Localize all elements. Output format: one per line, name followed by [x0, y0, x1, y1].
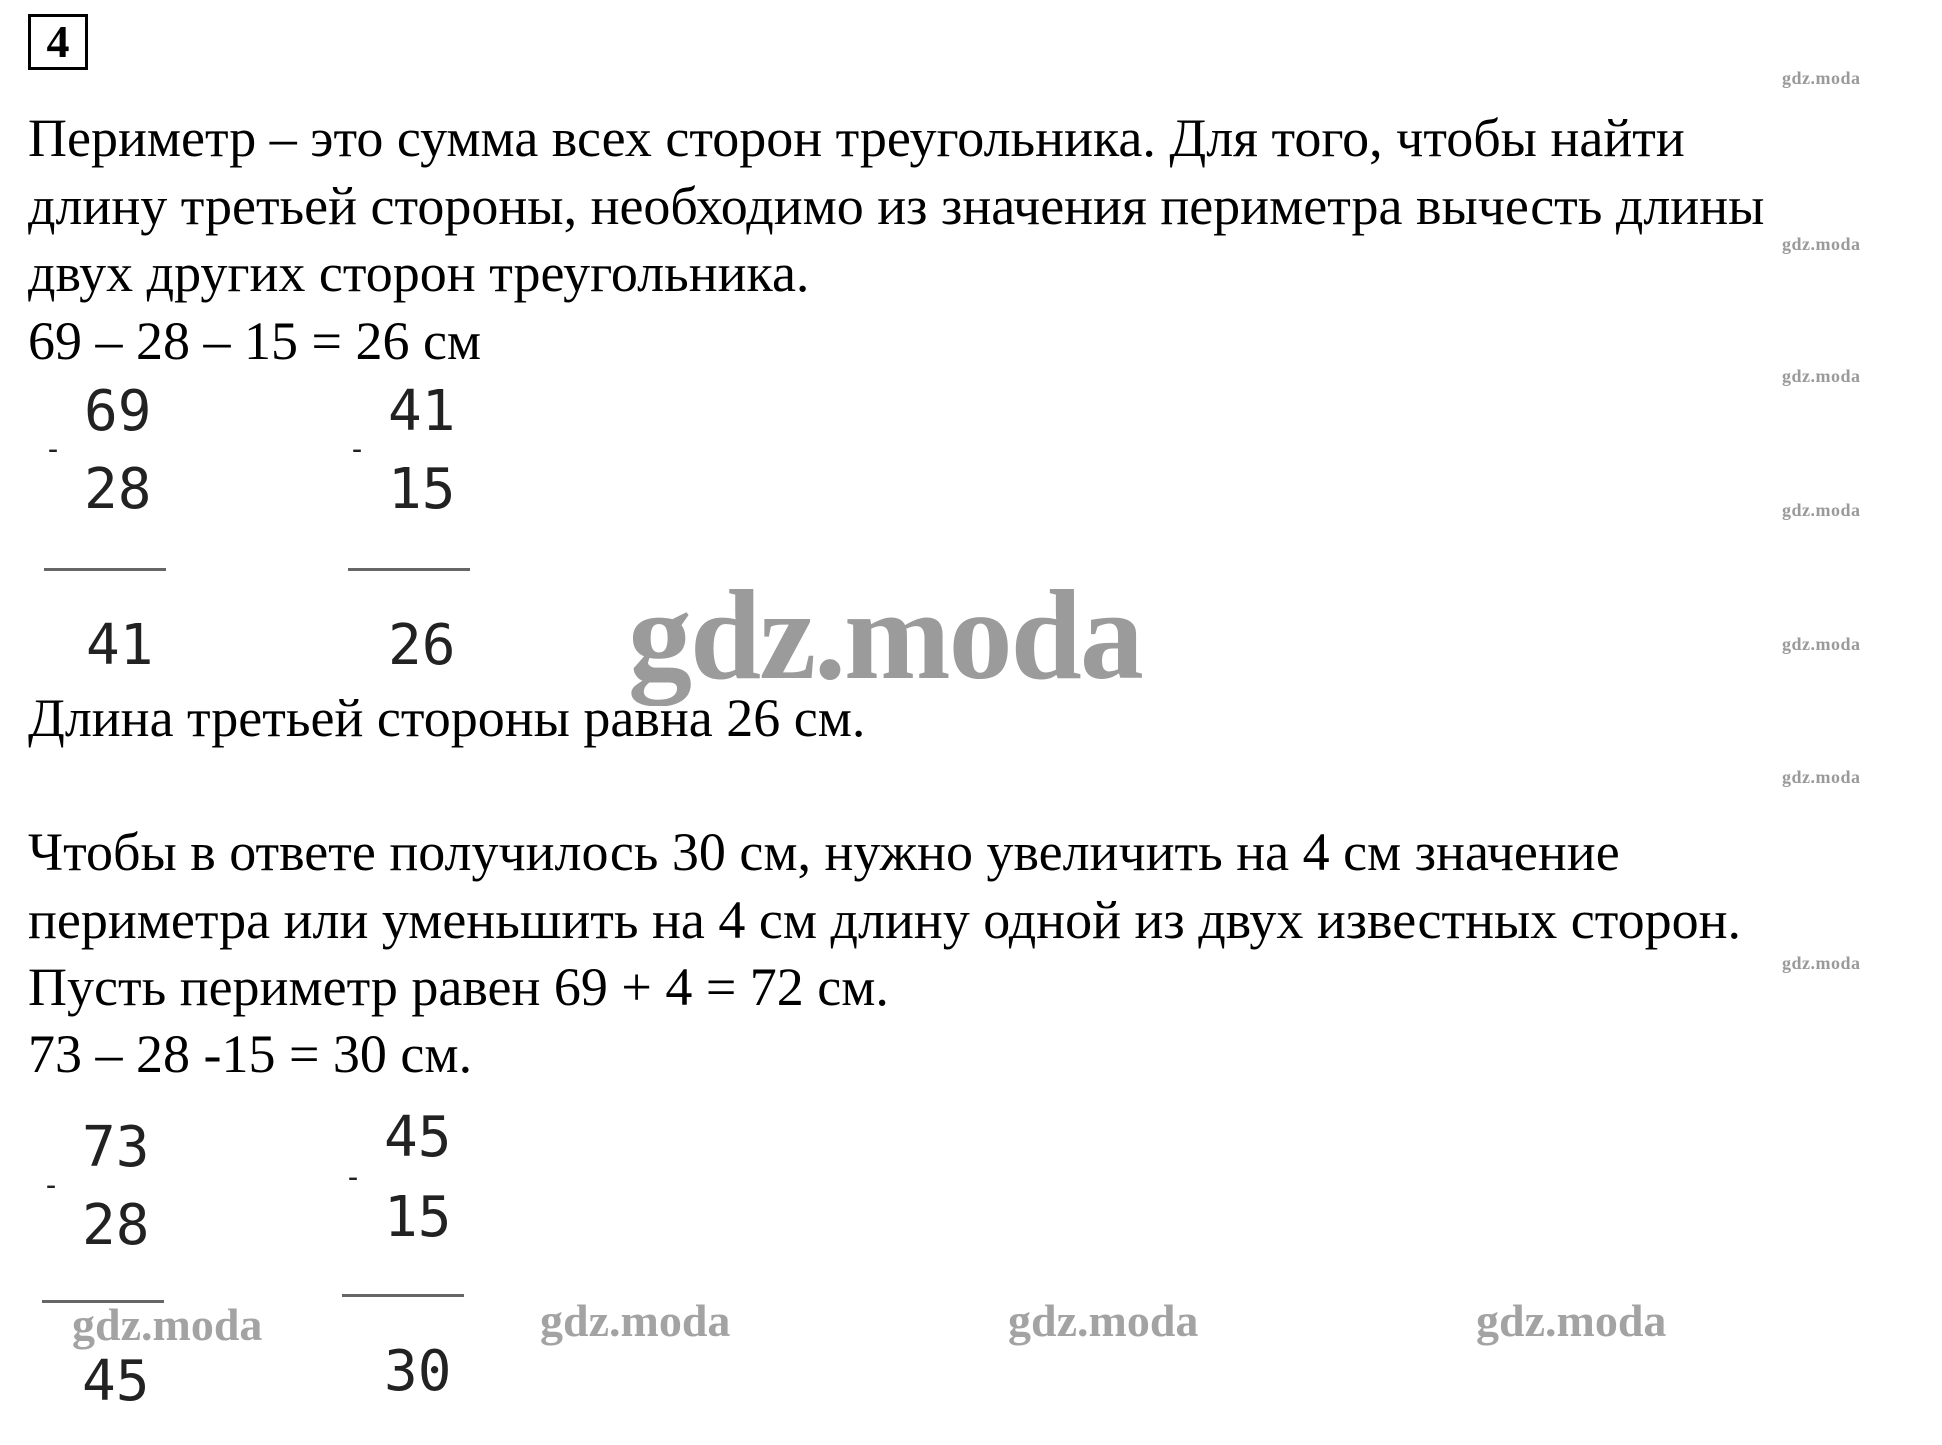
watermark-mid: gdz.moda: [1008, 1295, 1199, 1346]
paragraph2-line1: Чтобы в ответе получилось 30 см, нужно увеличить на 4 см значение: [28, 822, 1620, 882]
calc2b-top: 45: [384, 1105, 452, 1170]
calc1a-minus: -: [44, 432, 63, 467]
calc2a-bottom: 28: [82, 1193, 150, 1258]
equation1: 69 – 28 – 15 = 26 см: [28, 311, 482, 371]
paragraph1-line3: двух других сторон треугольника.: [28, 243, 810, 303]
calc1a-bottom: 28: [84, 457, 152, 522]
calc2a-result: 45: [82, 1349, 150, 1414]
calc1b-top: 41: [388, 379, 456, 444]
equation2: 73 – 28 -15 = 30 см.: [28, 1024, 473, 1084]
watermark-mid: gdz.moda: [1476, 1295, 1667, 1346]
answer1: Длина третьей стороны равна 26 см.: [28, 688, 866, 748]
watermark-small: gdz.moda: [1782, 634, 1861, 654]
paragraph1-line1: Периметр – это сумма всех сторон треугольника. Для того, чтобы найти: [28, 108, 1685, 168]
task-number: 4: [28, 14, 88, 70]
calc1a-top: 69: [84, 379, 152, 444]
calc2b-rule: [342, 1294, 464, 1297]
paragraph1-line2: длину третьей стороны, необходимо из значения периметра вычесть длины: [28, 176, 1765, 236]
calc1a-result: 41: [86, 613, 154, 678]
calc1b-minus: -: [348, 432, 367, 467]
watermark-small: gdz.moda: [1782, 68, 1861, 88]
calc1a-rule: [44, 568, 166, 571]
calc1b-bottom: 15: [388, 457, 456, 522]
calc2a-top: 73: [82, 1115, 150, 1180]
watermark-small: gdz.moda: [1782, 234, 1861, 254]
calc2b-minus: -: [344, 1160, 363, 1195]
watermark-small: gdz.moda: [1782, 953, 1861, 973]
watermark-mid: gdz.moda: [540, 1295, 731, 1346]
watermark-small: gdz.moda: [1782, 500, 1861, 520]
paragraph2-line2: периметра или уменьшить на 4 см длину одной из двух известных сторон.: [28, 890, 1742, 950]
watermark-big: gdz.moda: [628, 564, 1142, 706]
watermark-small: gdz.moda: [1782, 767, 1861, 787]
calc2a-minus: -: [42, 1168, 61, 1203]
calc2b-bottom: 15: [384, 1185, 452, 1250]
watermark-small: gdz.moda: [1782, 366, 1861, 386]
watermark-mid: gdz.moda: [72, 1299, 263, 1350]
paragraph2-line3: Пусть периметр равен 69 + 4 = 72 см.: [28, 957, 889, 1017]
calc1b-result: 26: [388, 613, 456, 678]
calc1b-rule: [348, 568, 470, 571]
calc2b-result: 30: [384, 1339, 452, 1404]
